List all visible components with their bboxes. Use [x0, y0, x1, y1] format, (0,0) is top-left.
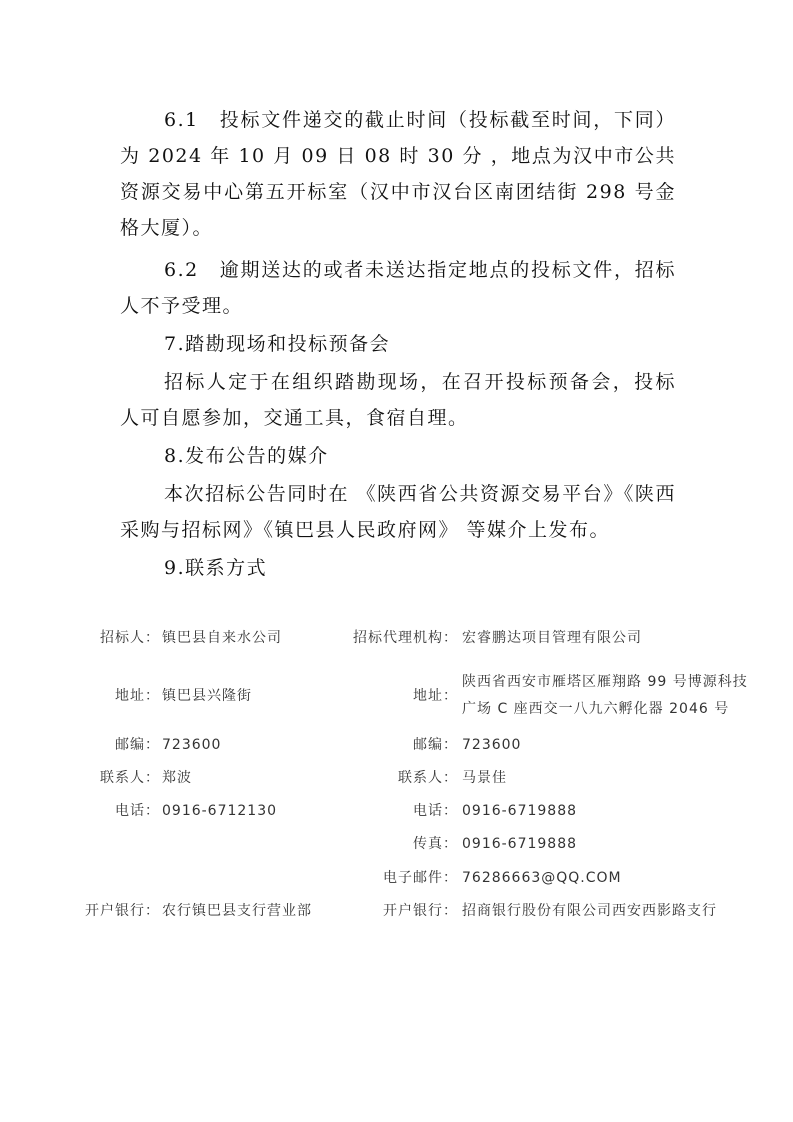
tenderer-phone-value: 0916-6712130	[162, 803, 278, 819]
agency-postcode-value: 723600	[462, 737, 522, 753]
section-6-1-paragraph: 6.1 投标文件递交的截止时间（投标截至时间，下同）为 2024 年 10 月 09 日 08 时 30 分 ，地点为汉中市公共资源交易中心第五开标室（汉中市汉台区南团结街 298 号金格大厦）。	[120, 109, 676, 239]
agency-contact-value: 马景佳	[462, 770, 507, 786]
tenderer-value: 镇巴县自来水公司	[162, 630, 282, 646]
agency-bank-value: 招商银行股份有限公司西安西影路支行	[462, 903, 717, 919]
tenderer-postcode-label: 邮编：	[115, 737, 160, 753]
section-8-heading: 8.发布公告的媒介	[164, 445, 329, 467]
agency-contact-label: 联系人：	[398, 770, 458, 786]
tenderer-contact-value: 郑波	[162, 770, 192, 786]
agency-phone-value: 0916-6719888	[462, 803, 578, 819]
agency-fax-label: 传真：	[413, 836, 458, 852]
section-6-2-paragraph: 6.2 逾期送达的或者未送达指定地点的投标文件，招标人不予受理。	[120, 259, 676, 317]
section-7-heading: 7.踏勘现场和投标预备会	[164, 333, 391, 355]
agency-postcode-label: 邮编：	[413, 737, 458, 753]
tenderer-contact-label: 联系人：	[100, 770, 160, 786]
agency-email-value: 76286663@QQ.COM	[462, 870, 622, 886]
tenderer-phone-label: 电话：	[115, 803, 160, 819]
agency-email-label: 电子邮件：	[383, 870, 458, 886]
tenderer-label: 招标人：	[100, 630, 160, 646]
agency-bank-label: 开户银行：	[383, 903, 458, 919]
tenderer-address-label: 地址：	[115, 688, 160, 704]
agency-fax-value: 0916-6719888	[462, 836, 578, 852]
tenderer-postcode-value: 723600	[162, 737, 222, 753]
tenderer-bank-value: 农行镇巴县支行营业部	[162, 903, 312, 919]
agency-phone-label: 电话：	[413, 803, 458, 819]
agency-address-label: 地址：	[413, 688, 458, 704]
agency-address-line1: 陕西省西安市雁塔区雁翔路 99 号博源科技	[462, 674, 748, 690]
agency-value: 宏睿鹏达项目管理有限公司	[462, 630, 642, 646]
agency-label: 招标代理机构：	[353, 630, 458, 646]
tenderer-address-value: 镇巴县兴隆街	[162, 688, 252, 704]
tenderer-bank-label: 开户银行：	[85, 903, 160, 919]
section-9-heading: 9.联系方式	[164, 557, 268, 579]
section-8-paragraph: 本次招标公告同时在 《陕西省公共资源交易平台》《陕西采购与招标网》《镇巴县人民政府网》 等媒介上发布。	[120, 483, 676, 541]
section-7-paragraph: 招标人定于在组织踏勘现场，在召开投标预备会，投标人可自愿参加，交通工具，食宿自理。	[120, 371, 676, 429]
agency-address-line2: 广场 C 座西交一八九六孵化器 2046 号	[462, 701, 730, 717]
